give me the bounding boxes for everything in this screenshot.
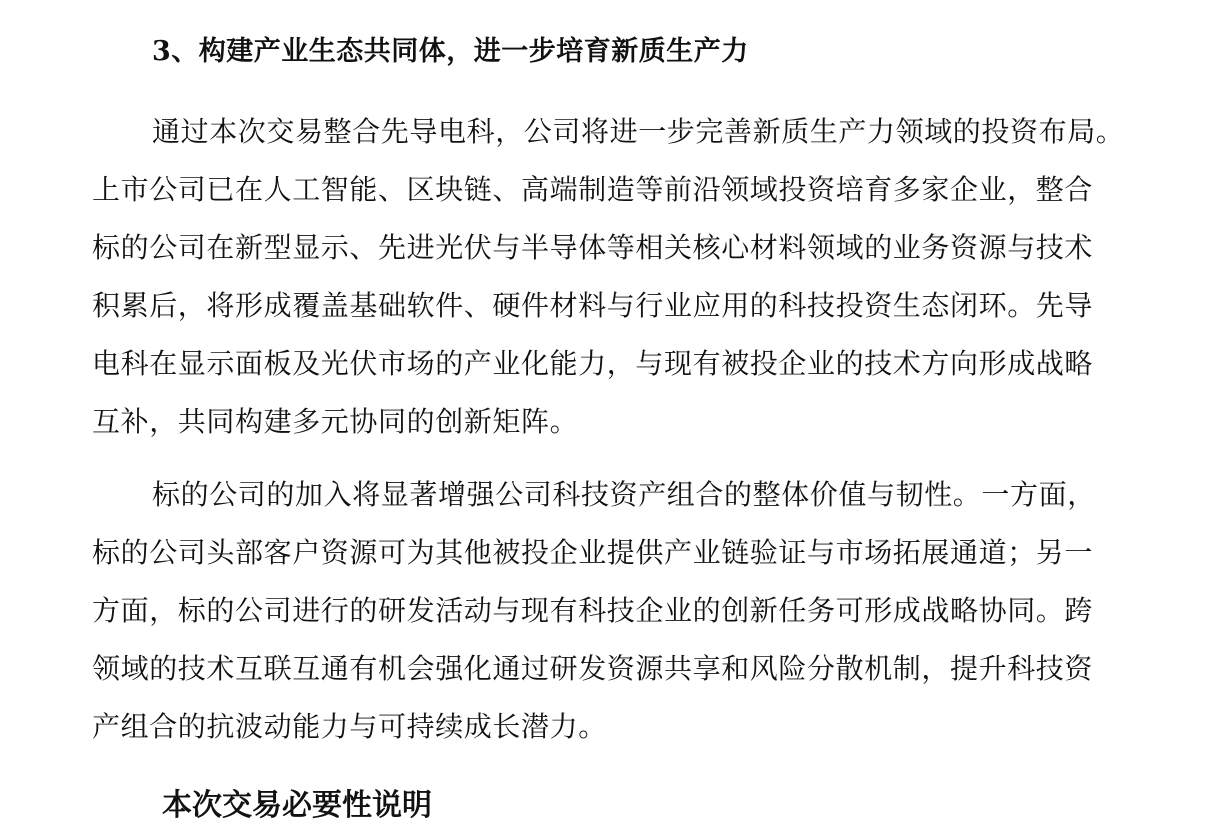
paragraph-line: 标的公司的加入将显著增强公司科技资产组合的整体价值与韧性。一方面， xyxy=(152,478,1096,511)
paragraph-line: 方面，标的公司进行的研发活动与现有科技企业的创新任务可形成战略协同。跨 xyxy=(92,594,1094,627)
paragraph-line: 标的公司在新型显示、先进光伏与半导体等相关核心材料领域的业务资源与技术 xyxy=(92,231,1094,264)
paragraph-line: 通过本次交易整合先导电科，公司将进一步完善新质生产力领域的投资布局。 xyxy=(152,115,1125,148)
next-section-heading-partial: 本次交易必要性说明 xyxy=(162,788,432,823)
paragraph-line: 积累后，将形成覆盖基础软件、硬件材料与行业应用的科技投资生态闭环。先导 xyxy=(92,289,1094,322)
paragraph-line: 上市公司已在人工智能、区块链、高端制造等前沿领域投资培育多家企业，整合 xyxy=(92,173,1094,206)
paragraph-line: 电科在显示面板及光伏市场的产业化能力，与现有被投企业的技术方向形成战略 xyxy=(92,347,1094,380)
paragraph-line: 产组合的抗波动能力与可持续成长潜力。 xyxy=(92,710,607,743)
paragraph-line: 互补，共同构建多元协同的创新矩阵。 xyxy=(92,405,579,438)
paragraph-line: 标的公司头部客户资源可为其他被投企业提供产业链验证与市场拓展通道；另一 xyxy=(92,536,1094,569)
paragraph-line: 领域的技术互联互通有机会强化通过研发资源共享和风险分散机制，提升科技资 xyxy=(92,652,1094,685)
section-heading: 3、构建产业生态共同体，进一步培育新质生产力 xyxy=(152,36,749,67)
